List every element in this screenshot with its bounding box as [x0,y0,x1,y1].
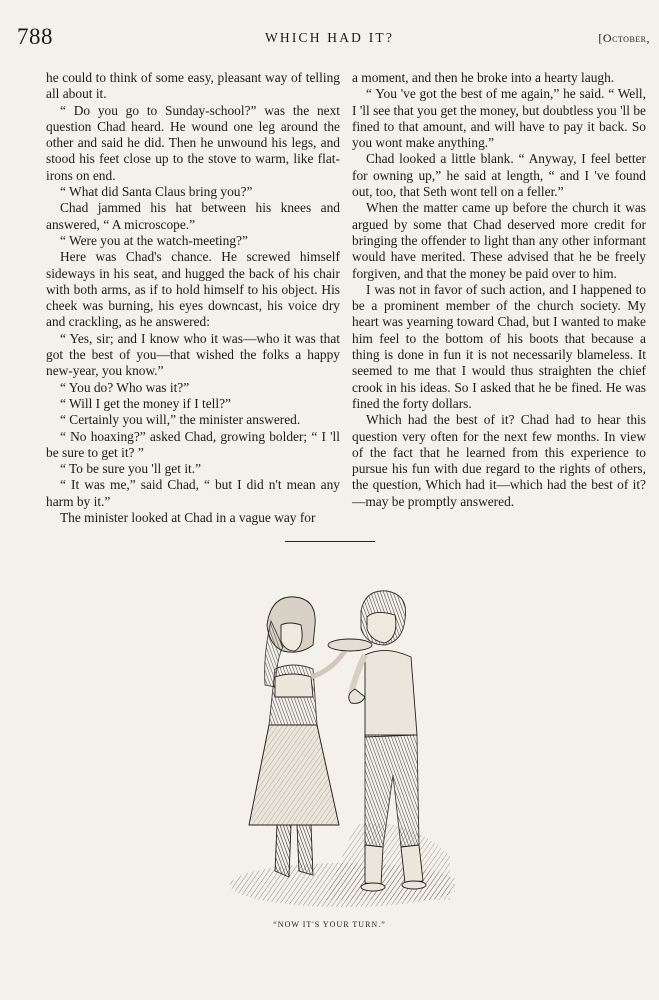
paragraph: “ You 've got the best of me again,” he said. “ Well, I 'll see that you get the money, but doubtless you 'll be fined to that amount, and will have to pay it back. So you wont make anything.” [352,86,646,151]
paragraph: “ It was me,” said Chad, “ but I did n't mean any harm by it.” [46,477,340,509]
section-divider [285,541,375,542]
running-header [0,20,659,56]
paragraph: Which had the best of it? Chad had to hear this question very often for the next few months. In view of the fact that he learned from this experience to pursue his fun with due regard to the rights of others, the question, Which had it—which had the best of it?—may be promptly answered. [352,412,646,509]
right-column [352,70,646,510]
issue-month: [October, [598,31,650,45]
paragraph: “ To be sure you 'll get it.” [60,461,202,477]
paragraph: I was not in favor of such action, and I happened to be a prominent member of the church society. My heart was yearning toward Chad, but I wanted to make him feel to the bottom of his boots that because a thing is done in fun it is not necessarily blameless. It seemed to me that I would thus straighten the chief crook in his ideas. So I asked that he be fined. He was fined the forty dollars. [352,281,646,411]
paragraph: “ No hoaxing?” asked Chad, growing bolder; “ I 'll be sure to get it? ” [46,428,340,460]
left-column [46,70,340,526]
paragraph: “ Yes, sir; and I know who it was—who it was that got the best of you—that wished the folks a happy new-year, you know.” [46,330,340,379]
paragraph: “ Do you go to Sunday-school?” was the next question Chad heard. He wound one leg around the other and said he did. Then he unwound his legs, and stood his feet close up to the stove to warm, like flat-irons on end. [46,102,340,183]
girl-figure [249,597,345,877]
paragraph: When the matter came up before the church it was argued by some that Chad deserved more credit for bringing the offender to light than any other informant would have merited. These advised that he be freely forgiven, and that the money be paid over to him. [352,200,646,281]
paragraph: “ Were you at the watch-meeting?” [60,232,248,248]
paragraph: Chad jammed his hat between his knees and answered, “ A microscope.” [46,200,340,232]
engraving-illustration [205,585,455,910]
plate-shape [328,639,372,651]
paragraph: a moment, and then he broke into a hearty laugh. [352,70,615,85]
paragraph: “ What did Santa Claus bring you?” [60,184,253,200]
paragraph: “ You do? Who was it?” [60,379,190,395]
running-title: WHICH HAD IT? [264,30,395,45]
page-number: 788 [17,24,53,49]
paragraph: he could to think of some easy, pleasant way of telling all about it. [46,70,340,102]
illustration-caption: “NOW IT'S YOUR TURN.” [273,920,386,929]
paragraph: “ Will I get the money if I tell?” [60,395,231,411]
paragraph: Here was Chad's chance. He screwed himself sideways in his seat, and hugged the back of his chair with both arms, as if to hold himself to his object. His cheek was burning, his eyes downcast, his voice dry and crackling, as he answered: [46,249,340,330]
paragraph: Chad looked a little blank. “ Anyway, I feel better for owning up,” he said at length, “ and I 've found out, too, that Seth wont tell on a feller.” [352,151,646,200]
paragraph: The minister looked at Chad in a vague way for [60,510,316,526]
paragraph: “ Certainly you will,” the minister answered. [60,412,301,428]
